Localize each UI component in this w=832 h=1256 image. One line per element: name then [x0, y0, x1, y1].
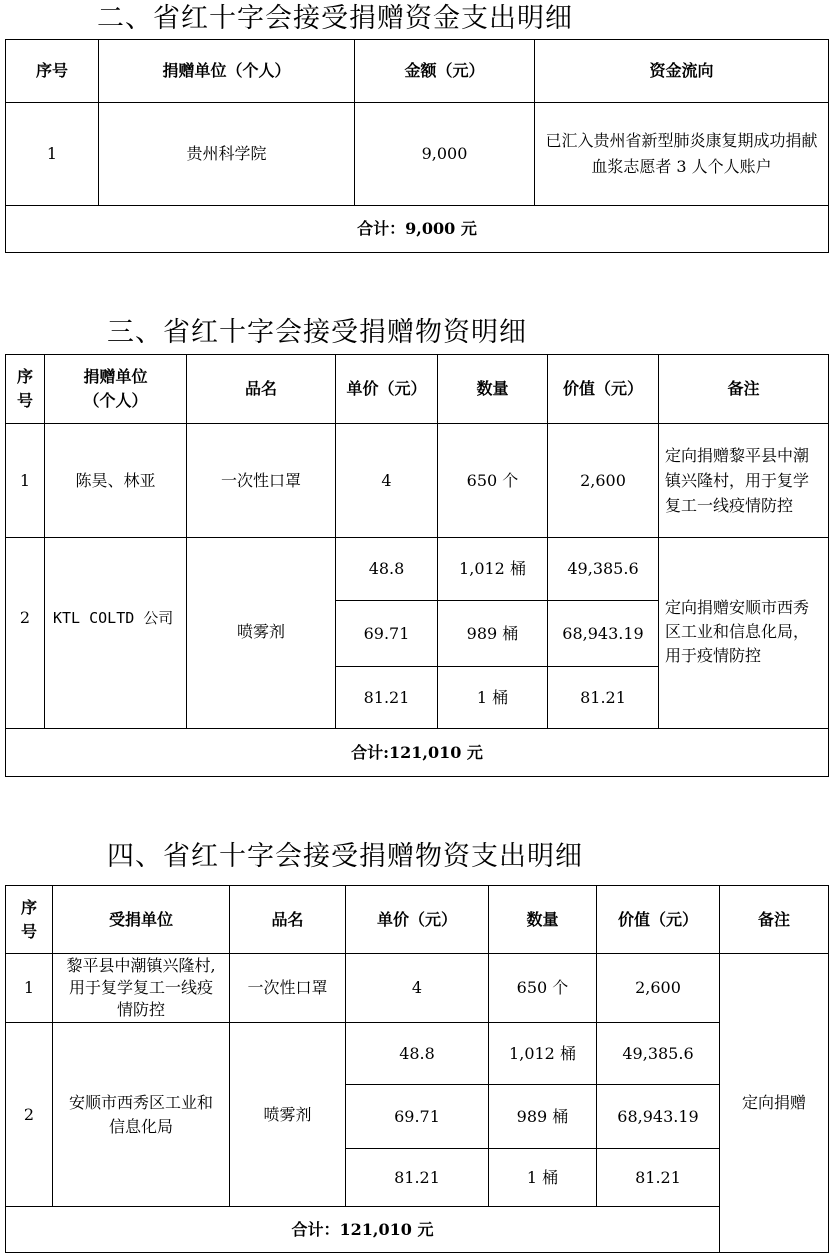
table-row — [6, 538, 829, 601]
cell-qty: 1,012 桶 — [438, 538, 548, 601]
cell-recipient: 黎平县中潮镇兴隆村,用于复学复工一线疫情防控 — [53, 954, 230, 1023]
cell-price: 4 — [336, 424, 438, 538]
cell-qty: 650 个 — [438, 424, 548, 538]
header-no: 序号 — [6, 886, 53, 954]
header-no: 序号 — [6, 40, 99, 103]
cell-item: 喷雾剂 — [230, 1023, 346, 1207]
table-row — [6, 954, 829, 1023]
header-amount: 金额（元） — [355, 40, 535, 103]
cell-qty: 989 桶 — [489, 1085, 597, 1149]
cell-value: 2,600 — [597, 954, 720, 1023]
cell-qty: 1 桶 — [489, 1149, 597, 1207]
cell-no: 2 — [6, 1023, 53, 1207]
cell-price: 4 — [346, 954, 489, 1023]
cell-qty: 1,012 桶 — [489, 1023, 597, 1085]
cell-value: 81.21 — [548, 667, 659, 729]
total-row: 合计：121,010 元 — [6, 1207, 720, 1253]
cell-price: 69.71 — [346, 1085, 489, 1149]
cell-note: 定向捐赠安顺市西秀区工业和信息化局，用于疫情防控 — [659, 538, 829, 729]
goods-expenditure-table — [5, 885, 829, 1253]
header-qty: 数量 — [489, 886, 597, 954]
cell-qty: 989 桶 — [438, 601, 548, 667]
header-qty: 数量 — [438, 355, 548, 424]
cell-no: 1 — [6, 954, 53, 1023]
cell-no: 1 — [6, 424, 45, 538]
cell-donor: 贵州科学院 — [99, 103, 355, 206]
cell-item: 一次性口罩 — [187, 424, 336, 538]
header-value: 价值（元） — [548, 355, 659, 424]
header-recipient: 受捐单位 — [53, 886, 230, 954]
header-value: 价值（元） — [597, 886, 720, 954]
cell-donor: KTL COLTD 公司 — [45, 538, 187, 729]
section2-title: 二、省红十字会接受捐赠资金支出明细 — [97, 3, 573, 34]
cell-price: 81.21 — [336, 667, 438, 729]
cell-item: 喷雾剂 — [187, 538, 336, 729]
header-note: 备注 — [659, 355, 829, 424]
cell-note: 定向捐赠黎平县中潮镇兴隆村，用于复学复工一线疫情防控 — [659, 424, 829, 538]
cell-price: 48.8 — [336, 538, 438, 601]
cell-value: 68,943.19 — [548, 601, 659, 667]
cell-value: 2,600 — [548, 424, 659, 538]
table-row — [6, 103, 829, 206]
cell-recipient: 安顺市西秀区工业和信息化局 — [53, 1023, 230, 1207]
fund-expenditure-table — [5, 39, 829, 253]
cell-qty: 650 个 — [489, 954, 597, 1023]
cell-no: 2 — [6, 538, 45, 729]
cell-flow: 已汇入贵州省新型肺炎康复期成功捐献血浆志愿者 3 人个人账户 — [535, 103, 829, 206]
header-note: 备注 — [720, 886, 829, 954]
cell-price: 81.21 — [346, 1149, 489, 1207]
header-item: 品名 — [230, 886, 346, 954]
total-row: 合计:121,010 元 — [6, 729, 829, 777]
goods-received-table — [5, 354, 829, 777]
cell-value: 49,385.6 — [597, 1023, 720, 1085]
cell-price: 69.71 — [336, 601, 438, 667]
cell-donor: 陈昊、林亚 — [45, 424, 187, 538]
section4-title: 四、省红十字会接受捐赠物资支出明细 — [107, 841, 583, 872]
cell-qty: 1 桶 — [438, 667, 548, 729]
table-row — [6, 1023, 829, 1085]
header-donor: 捐赠单位（个人） — [45, 355, 187, 424]
header-no: 序号 — [6, 355, 45, 424]
cell-item: 一次性口罩 — [230, 954, 346, 1023]
table-row — [6, 424, 829, 538]
cell-value: 68,943.19 — [597, 1085, 720, 1149]
section3-title: 三、省红十字会接受捐赠物资明细 — [107, 317, 527, 348]
header-donor: 捐赠单位（个人） — [99, 40, 355, 103]
cell-note: 定向捐赠 — [720, 954, 829, 1253]
cell-value: 49,385.6 — [548, 538, 659, 601]
header-item: 品名 — [187, 355, 336, 424]
header-price: 单价（元） — [336, 355, 438, 424]
cell-value: 81.21 — [597, 1149, 720, 1207]
total-row: 合计：9,000 元 — [6, 206, 829, 253]
cell-price: 48.8 — [346, 1023, 489, 1085]
header-flow: 资金流向 — [535, 40, 829, 103]
header-price: 单价（元） — [346, 886, 489, 954]
cell-no: 1 — [6, 103, 99, 206]
cell-amount: 9,000 — [355, 103, 535, 206]
